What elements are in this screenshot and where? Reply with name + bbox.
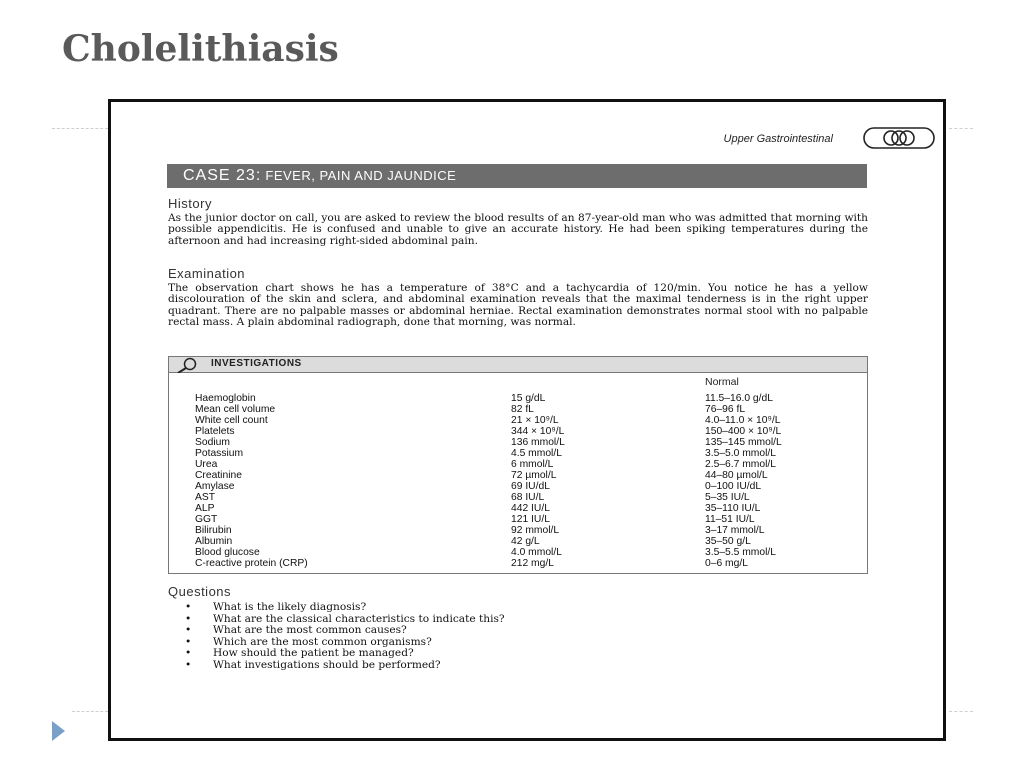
normal-range: 76–96 fL bbox=[705, 404, 746, 415]
examination-text: The observation chart shows he has a temperature of 38°C and a tachycardia of 120/min. You notice he has a yellow discolouration of the skin and sclera, and abdominal examination reveals that the maximal tenderness is in the right upper quadrant. There are no palpable masses or abdominal herniae. Rectal examination demonstrates normal stool with no palpable rectal mass. A plain abdominal radiograph, done that morning, was normal. bbox=[168, 282, 868, 329]
test-name: Bilirubin bbox=[195, 525, 232, 536]
bullet-icon: • bbox=[185, 624, 192, 636]
list-item bbox=[185, 660, 505, 672]
test-name: Blood glucose bbox=[195, 547, 260, 558]
table-row bbox=[169, 514, 867, 525]
test-name: Potassium bbox=[195, 448, 244, 459]
questions-list bbox=[185, 602, 505, 671]
test-value: 121 IU/L bbox=[511, 514, 550, 525]
test-value: 21 × 10⁹/L bbox=[511, 415, 559, 426]
divider-bottom-right bbox=[949, 711, 973, 712]
bullet-icon: • bbox=[185, 612, 192, 625]
divider-top-left bbox=[52, 128, 108, 129]
test-value: 344 × 10⁹/L bbox=[511, 426, 565, 437]
magnifier-icon bbox=[175, 357, 199, 373]
investigations-box bbox=[168, 356, 868, 574]
case-title: FEVER, PAIN AND JAUNDICE bbox=[265, 168, 457, 183]
history-text: As the junior doctor on call, you are asked to review the blood results of an 87-year-old man who was admitted that morning with possible appendicitis. He is confused and unable to give an accurate history. He had been spiking temperatures during the afternoon and had increasing right-sided abdominal pain. bbox=[168, 212, 868, 247]
normal-range: 4.0–11.0 × 10⁹/L bbox=[705, 415, 781, 426]
test-value: 136 mmol/L bbox=[511, 437, 565, 448]
table-row bbox=[169, 481, 867, 492]
bullet-icon: • bbox=[185, 658, 192, 671]
investigations-header bbox=[169, 357, 867, 373]
normal-range: 3.5–5.5 mmol/L bbox=[705, 547, 776, 558]
normal-column-header: Normal bbox=[705, 376, 739, 388]
test-value: 82 fL bbox=[511, 404, 534, 415]
table-row bbox=[169, 536, 867, 547]
scanned-page-frame bbox=[108, 99, 946, 741]
test-value: 442 IU/L bbox=[511, 503, 550, 514]
normal-range: 3–17 mmol/L bbox=[705, 525, 765, 536]
normal-range: 11.5–16.0 g/dL bbox=[705, 393, 773, 404]
test-name: Albumin bbox=[195, 536, 233, 547]
normal-range: 135–145 mmol/L bbox=[705, 437, 782, 448]
test-value: 6 mmol/L bbox=[511, 459, 554, 470]
normal-range: 35–110 IU/L bbox=[705, 503, 761, 514]
bullet-icon: • bbox=[185, 647, 192, 659]
test-name: White cell count bbox=[195, 415, 268, 426]
question-text: What are the classical characteristics to indicate this? bbox=[213, 612, 505, 625]
case-title-bar bbox=[167, 164, 867, 188]
normal-range: 0–6 mg/L bbox=[705, 558, 748, 569]
running-head: Upper Gastrointestinal bbox=[723, 133, 833, 145]
normal-range: 35–50 g/L bbox=[705, 536, 751, 547]
test-name: Amylase bbox=[195, 481, 235, 492]
test-name: Mean cell volume bbox=[195, 404, 276, 415]
question-text: What is the likely diagnosis? bbox=[213, 601, 367, 613]
normal-range: 0–100 IU/dL bbox=[705, 481, 762, 492]
table-row bbox=[169, 547, 867, 558]
table-row bbox=[169, 558, 867, 569]
slide-title: Cholelithiasis bbox=[62, 28, 339, 70]
normal-range: 2.5–6.7 mmol/L bbox=[705, 459, 776, 470]
test-value: 15 g/dL bbox=[511, 393, 546, 404]
normal-range: 11–51 IU/L bbox=[705, 514, 755, 525]
bullet-icon: • bbox=[185, 635, 192, 648]
question-text: How should the patient be managed? bbox=[213, 647, 414, 659]
examination-heading: Examination bbox=[168, 266, 246, 281]
divider-bottom-left bbox=[72, 711, 108, 712]
test-value: 4.0 mmol/L bbox=[511, 547, 562, 558]
table-row bbox=[169, 459, 867, 470]
normal-range: 3.5–5.0 mmol/L bbox=[705, 448, 776, 459]
test-value: 72 µmol/L bbox=[511, 470, 557, 481]
divider-top-right bbox=[949, 128, 973, 129]
test-name: Sodium bbox=[195, 437, 230, 448]
normal-range: 5–35 IU/L bbox=[705, 492, 750, 503]
normal-range: 44–80 µmol/L bbox=[705, 470, 768, 481]
investigations-title: INVESTIGATIONS bbox=[211, 358, 302, 369]
test-name: Haemoglobin bbox=[195, 393, 256, 404]
table-row bbox=[169, 426, 867, 437]
table-row bbox=[169, 393, 867, 404]
scanned-page bbox=[111, 102, 943, 738]
table-row bbox=[169, 404, 867, 415]
table-row bbox=[169, 448, 867, 459]
test-value: 42 g/L bbox=[511, 536, 540, 547]
question-text: What investigations should be performed? bbox=[213, 658, 441, 671]
test-value: 92 mmol/L bbox=[511, 525, 560, 536]
questions-heading: Questions bbox=[168, 584, 232, 599]
test-name: Urea bbox=[195, 459, 218, 470]
test-name: Platelets bbox=[195, 426, 235, 437]
table-row bbox=[169, 492, 867, 503]
test-value: 69 IU/dL bbox=[511, 481, 550, 492]
test-value: 212 mg/L bbox=[511, 558, 554, 569]
normal-range: 150–400 × 10⁹/L bbox=[705, 426, 782, 437]
case-number: CASE 23: bbox=[183, 167, 262, 184]
test-name: AST bbox=[195, 492, 216, 503]
slide-nav-arrow-icon[interactable] bbox=[52, 721, 65, 741]
table-row bbox=[169, 437, 867, 448]
history-heading: History bbox=[168, 196, 212, 211]
table-row bbox=[169, 503, 867, 514]
test-name: Creatinine bbox=[195, 470, 242, 481]
test-value: 4.5 mmol/L bbox=[511, 448, 562, 459]
table-row bbox=[169, 415, 867, 426]
test-value: 68 IU/L bbox=[511, 492, 545, 503]
test-name: C-reactive protein (CRP) bbox=[195, 558, 308, 569]
question-text: What are the most common causes? bbox=[213, 624, 407, 636]
chapter-logo-icon bbox=[863, 127, 935, 149]
test-name: GGT bbox=[195, 514, 218, 525]
test-name: ALP bbox=[195, 503, 215, 514]
question-text: Which are the most common organisms? bbox=[213, 635, 432, 648]
table-row bbox=[169, 525, 867, 536]
bullet-icon: • bbox=[185, 601, 192, 613]
table-row bbox=[169, 470, 867, 481]
